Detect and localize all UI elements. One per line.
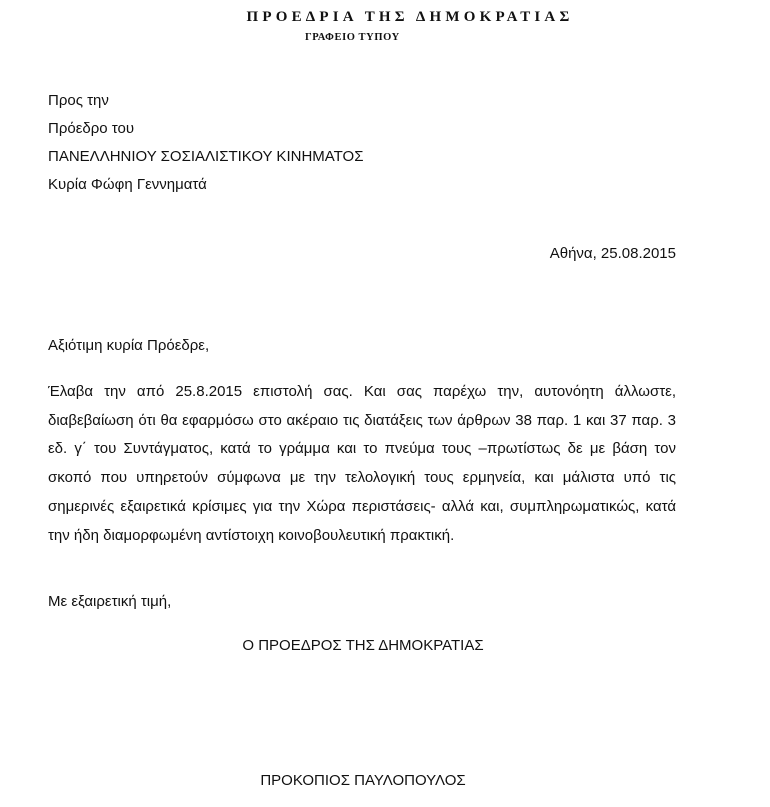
recipient-block	[48, 87, 364, 199]
letter-date: Αθήνα, 25.08.2015	[549, 245, 676, 262]
letterhead-subtitle: ΓΡΑΦΕΙΟ ΤΥΠΟΥ	[305, 32, 400, 43]
letterhead-title: ΠΡΟΕΔΡΙΑ ΤΗΣ ΔΗΜΟΚΡΑΤΙΑΣ	[246, 9, 574, 25]
recipient-name: Κυρία Φώφη Γεννηματά	[48, 176, 207, 193]
recipient-line: Προς την	[48, 92, 109, 109]
letter-body: Έλαβα την από 25.8.2015 επιστολή σας. Και σας παρέχω την, αυτονόητη άλλωστε, διαβεβαίωση ότι θα εφαρμόσω στο ακέραιο τις διατάξεις των άρθρων 38 παρ. 1 και 37 παρ. 3 εδ. γ΄ του Συντάγματος, κατά το γράμμα και το πνεύμα τους –πρωτίστως δε με βάση τον σκοπό που υπηρετούν σύμφωνα με την τελολογική τους ερμηνεία, και μάλιστα υπό τις σημερινές εξαιρετικά κρίσιμες για την Χώρα περιστάσεις- αλλά και, συμπληρωματικώς, κατά την ήδη διαμορφωμένη αντίστοιχη κοινοβουλευτική πρακτική.	[48, 383, 676, 544]
recipient-line: Πρόεδρο του	[48, 120, 135, 137]
signature-title: Ο ΠΡΟΕΔΡΟΣ ΤΗΣ ΔΗΜΟΚΡΑΤΙΑΣ	[242, 637, 484, 654]
recipient-party: ΠΑΝΕΛΛΗΝΙΟΥ ΣΟΣΙΑΛΙΣΤΙΚΟΥ ΚΙΝΗΜΑΤΟΣ	[48, 148, 364, 165]
closing: Με εξαιρετική τιμή,	[48, 593, 172, 610]
salutation: Αξιότιμη κυρία Πρόεδρε,	[48, 337, 210, 354]
signature-name: ΠΡΟΚΟΠΙΟΣ ΠΑΥΛΟΠΟΥΛΟΣ	[260, 772, 466, 789]
